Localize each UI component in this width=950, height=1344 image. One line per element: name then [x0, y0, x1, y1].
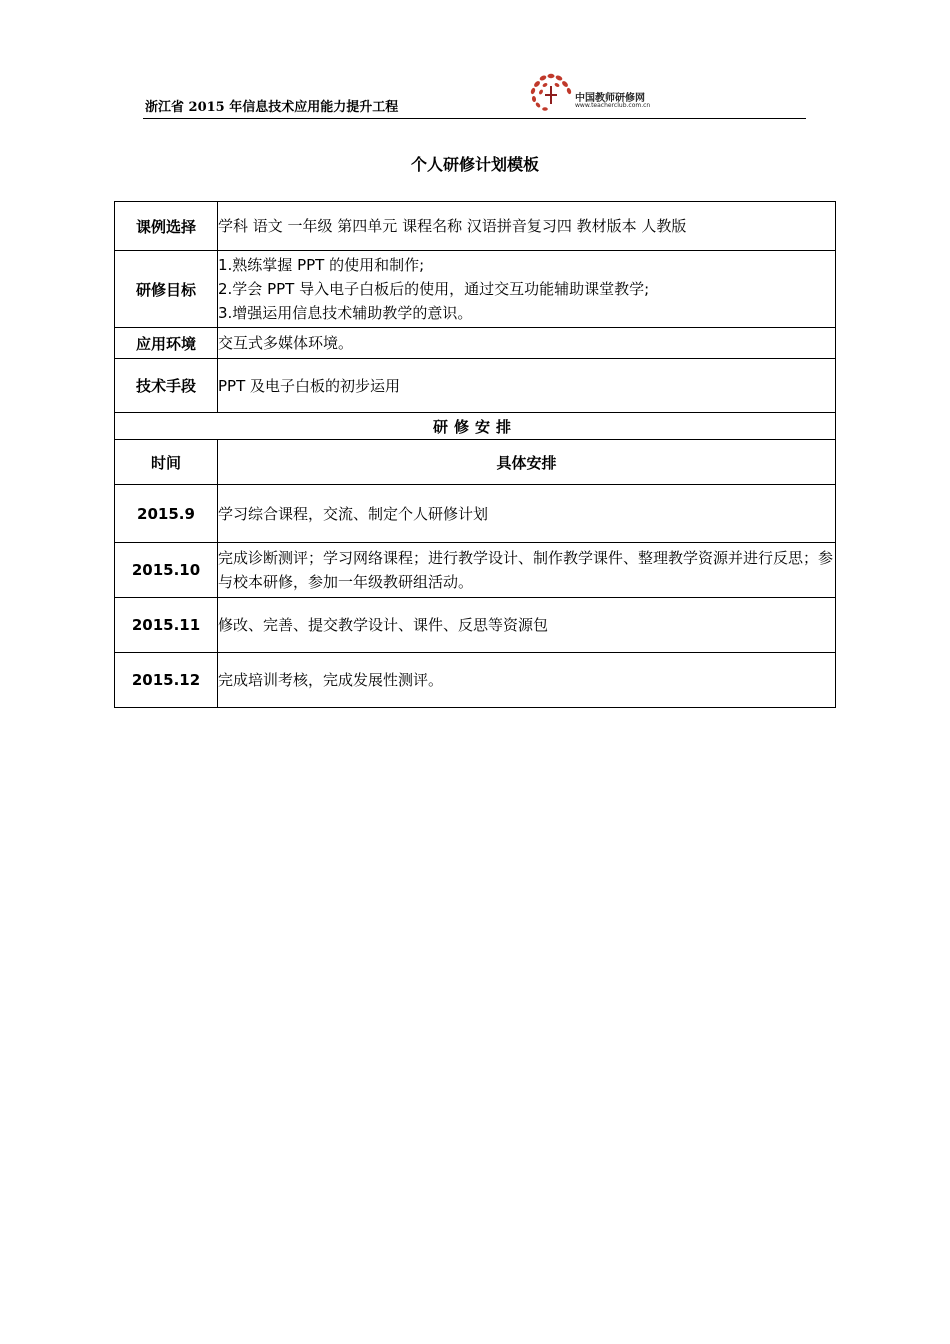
- table-row: [115, 328, 836, 359]
- table-row: [115, 440, 836, 485]
- schedule-time: 2015.10: [115, 543, 218, 598]
- logo-url: www.teacherclub.com.cn: [575, 102, 651, 109]
- seed-tree-icon: [528, 72, 574, 112]
- schedule-time: 2015.11: [115, 598, 218, 653]
- table-row: [115, 251, 836, 328]
- goal-line-2: 2.学会 PPT 导入电子白板后的使用，通过交互功能辅助课堂教学;: [218, 280, 650, 298]
- schedule-time: 2015.9: [115, 485, 218, 543]
- goal-line-1: 1.熟练掌握 PPT 的使用和制作;: [218, 256, 425, 274]
- table-row: [115, 202, 836, 251]
- table-row: [115, 653, 836, 708]
- table-row: [115, 413, 836, 440]
- schedule-detail: 完成培训考核，完成发展性测评。: [218, 653, 836, 708]
- page-header: [143, 72, 806, 119]
- time-column-header: 时间: [115, 440, 218, 485]
- project-name: 浙江省 2015 年信息技术应用能力提升工程: [145, 100, 399, 115]
- schedule-detail: 学习综合课程，交流、制定个人研修计划: [218, 485, 836, 543]
- env-value: 交互式多媒体环境。: [218, 328, 836, 359]
- goal-label: 研修目标: [115, 251, 218, 328]
- schedule-detail: 修改、完善、提交教学设计、课件、反思等资源包: [218, 598, 836, 653]
- table-row: [115, 543, 836, 598]
- schedule-heading: 研修安排: [115, 413, 836, 440]
- tech-label: 技术手段: [115, 359, 218, 413]
- schedule-detail: 完成诊断测评；学习网络课程；进行教学设计、制作教学课件、整理教学资源并进行反思；参与校本研修，参加一年级教研组活动。: [218, 543, 836, 598]
- tech-value: PPT 及电子白板的初步运用: [218, 359, 836, 413]
- table-row: [115, 485, 836, 543]
- table-row: [115, 359, 836, 413]
- study-plan-table: [114, 201, 836, 708]
- goal-line-3: 3.增强运用信息技术辅助教学的意识。: [218, 304, 473, 322]
- course-label: 课例选择: [115, 202, 218, 251]
- schedule-time: 2015.12: [115, 653, 218, 708]
- env-label: 应用环境: [115, 328, 218, 359]
- logo-chinese-name: 中国教师研修网: [575, 93, 645, 104]
- detail-column-header: 具体安排: [218, 440, 836, 485]
- teacherclub-logo: [528, 72, 668, 112]
- course-value: 学科 语文 一年级 第四单元 课程名称 汉语拼音复习四 教材版本 人教版: [218, 202, 836, 251]
- table-row: [115, 598, 836, 653]
- goal-value: [218, 251, 836, 328]
- document-title: 个人研修计划模板: [410, 155, 539, 174]
